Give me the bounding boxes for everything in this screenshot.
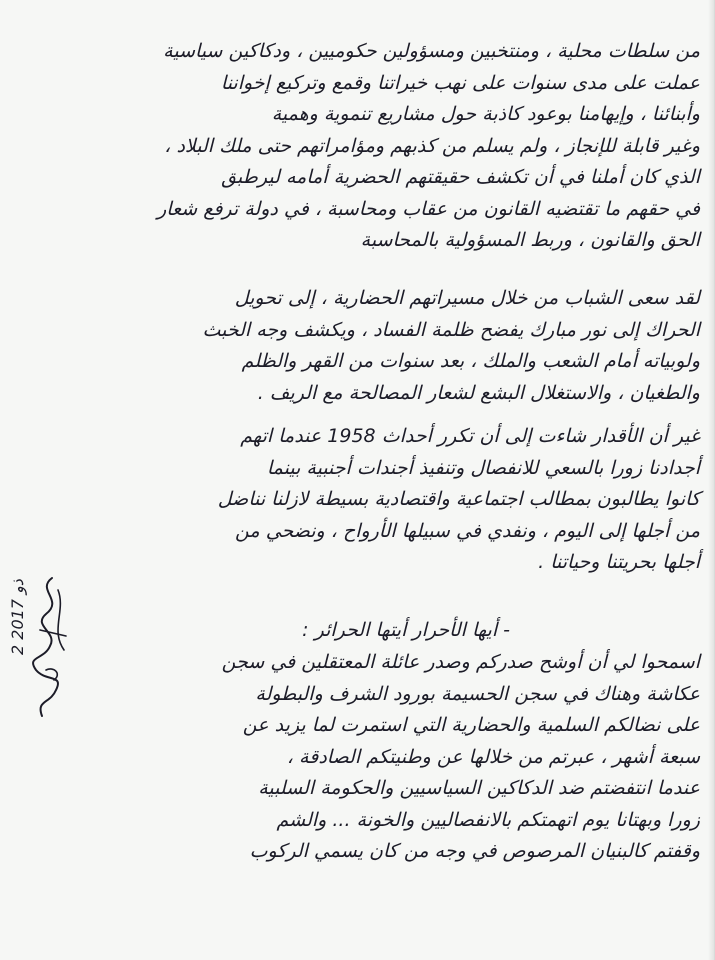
text-line: الحق والقانون ، وربط المسؤولية بالمحاسبة bbox=[360, 229, 700, 251]
text-line: سبعة أشهر ، عبرتم من خلالها عن وطنيتكم الصادقة ، bbox=[286, 745, 700, 768]
greeting bbox=[78, 615, 700, 647]
text-line: في حقهم ما تقتضيه القانون من عقاب ومحاسبة ، في دولة ترفع شعار bbox=[157, 197, 700, 220]
text-line: وأبنائنا ، وإيهامنا بوعود كاذبة حول مشاريع تنموية وهمية bbox=[271, 103, 700, 125]
text-line: لقد سعى الشباب من خلال مسيراتهم الحضارية ، إلى تحويل bbox=[234, 287, 700, 309]
text-line: غير أن الأقدار شاءت إلى أن تكرر أحداث 1958 عندما اتهم bbox=[240, 425, 700, 447]
page-edge-shadow bbox=[708, 0, 714, 960]
text-line: عكاشة وهناك في سجن الحسيمة بورود الشرف والبطولة bbox=[255, 682, 700, 705]
text-line: على نضالكم السلمية والحضارية التي استمرت لما يزيد عن bbox=[242, 714, 700, 736]
signature-date: 2 ذو 2017 bbox=[8, 579, 27, 655]
greeting-line: - أيها الأحرار أيتها الحرائر : bbox=[302, 619, 510, 641]
paragraph-3 bbox=[78, 421, 700, 579]
text-line: وقفتم كالبنيان المرصوص في وجه من كان يسمي الركوب bbox=[249, 840, 700, 862]
text-line: الذي كان أملنا في أن تكشف حقيقتهم الحضرية أمامه ليرطبق bbox=[221, 166, 700, 188]
paragraph-1 bbox=[78, 36, 700, 257]
text-line: ولوبياته أمام الشعب والملك ، بعد سنوات من القهر والظلم bbox=[241, 350, 700, 372]
text-line: وغير قابلة للإنجاز ، ولم يسلم من كذبهم ومؤامراتهم حتى ملك البلاد ، bbox=[164, 134, 700, 157]
text-line: أجلها بحريتنا وحياتنا . bbox=[538, 551, 700, 573]
paragraph-4 bbox=[78, 647, 700, 868]
text-line: الحراك إلى نور مبارك يفضح ظلمة الفساد ، ويكشف وجه الخبث bbox=[202, 318, 700, 341]
text-line: اسمحوا لي أن أوشح صدركم وصدر عائلة المعتقلين في سجن bbox=[221, 651, 700, 673]
text-line: عندما انتفضتم ضد الدكاكين السياسيين والحكومة السلبية bbox=[258, 777, 700, 799]
text-line: من سلطات محلية ، ومنتخبين ومسؤولين حكوميين ، ودكاكين سياسية bbox=[163, 40, 700, 62]
text-line: كانوا يطالبون بمطالب اجتماعية واقتصادية بسيطة لازلنا نناضل bbox=[217, 488, 700, 510]
text-line: عملت على مدى سنوات على نهب خيراتنا وقمع وتركيع إخواننا bbox=[220, 71, 700, 94]
text-line: من أجلها إلى اليوم ، ونفدي في سبيلها الأرواح ، ونضحي من bbox=[235, 519, 700, 542]
paragraph-2 bbox=[78, 283, 700, 409]
text-line: زورا وبهتانا يوم اتهمتكم بالانفصاليين والخونة ... والشم bbox=[276, 808, 700, 831]
text-line: والطغيان ، والاستغلال البشع لشعار المصالحة مع الريف . bbox=[257, 381, 700, 404]
text-line: أجدادنا زورا بالسعي للانفصال وتنفيذ أجندات أجنبية بينما bbox=[266, 456, 700, 479]
